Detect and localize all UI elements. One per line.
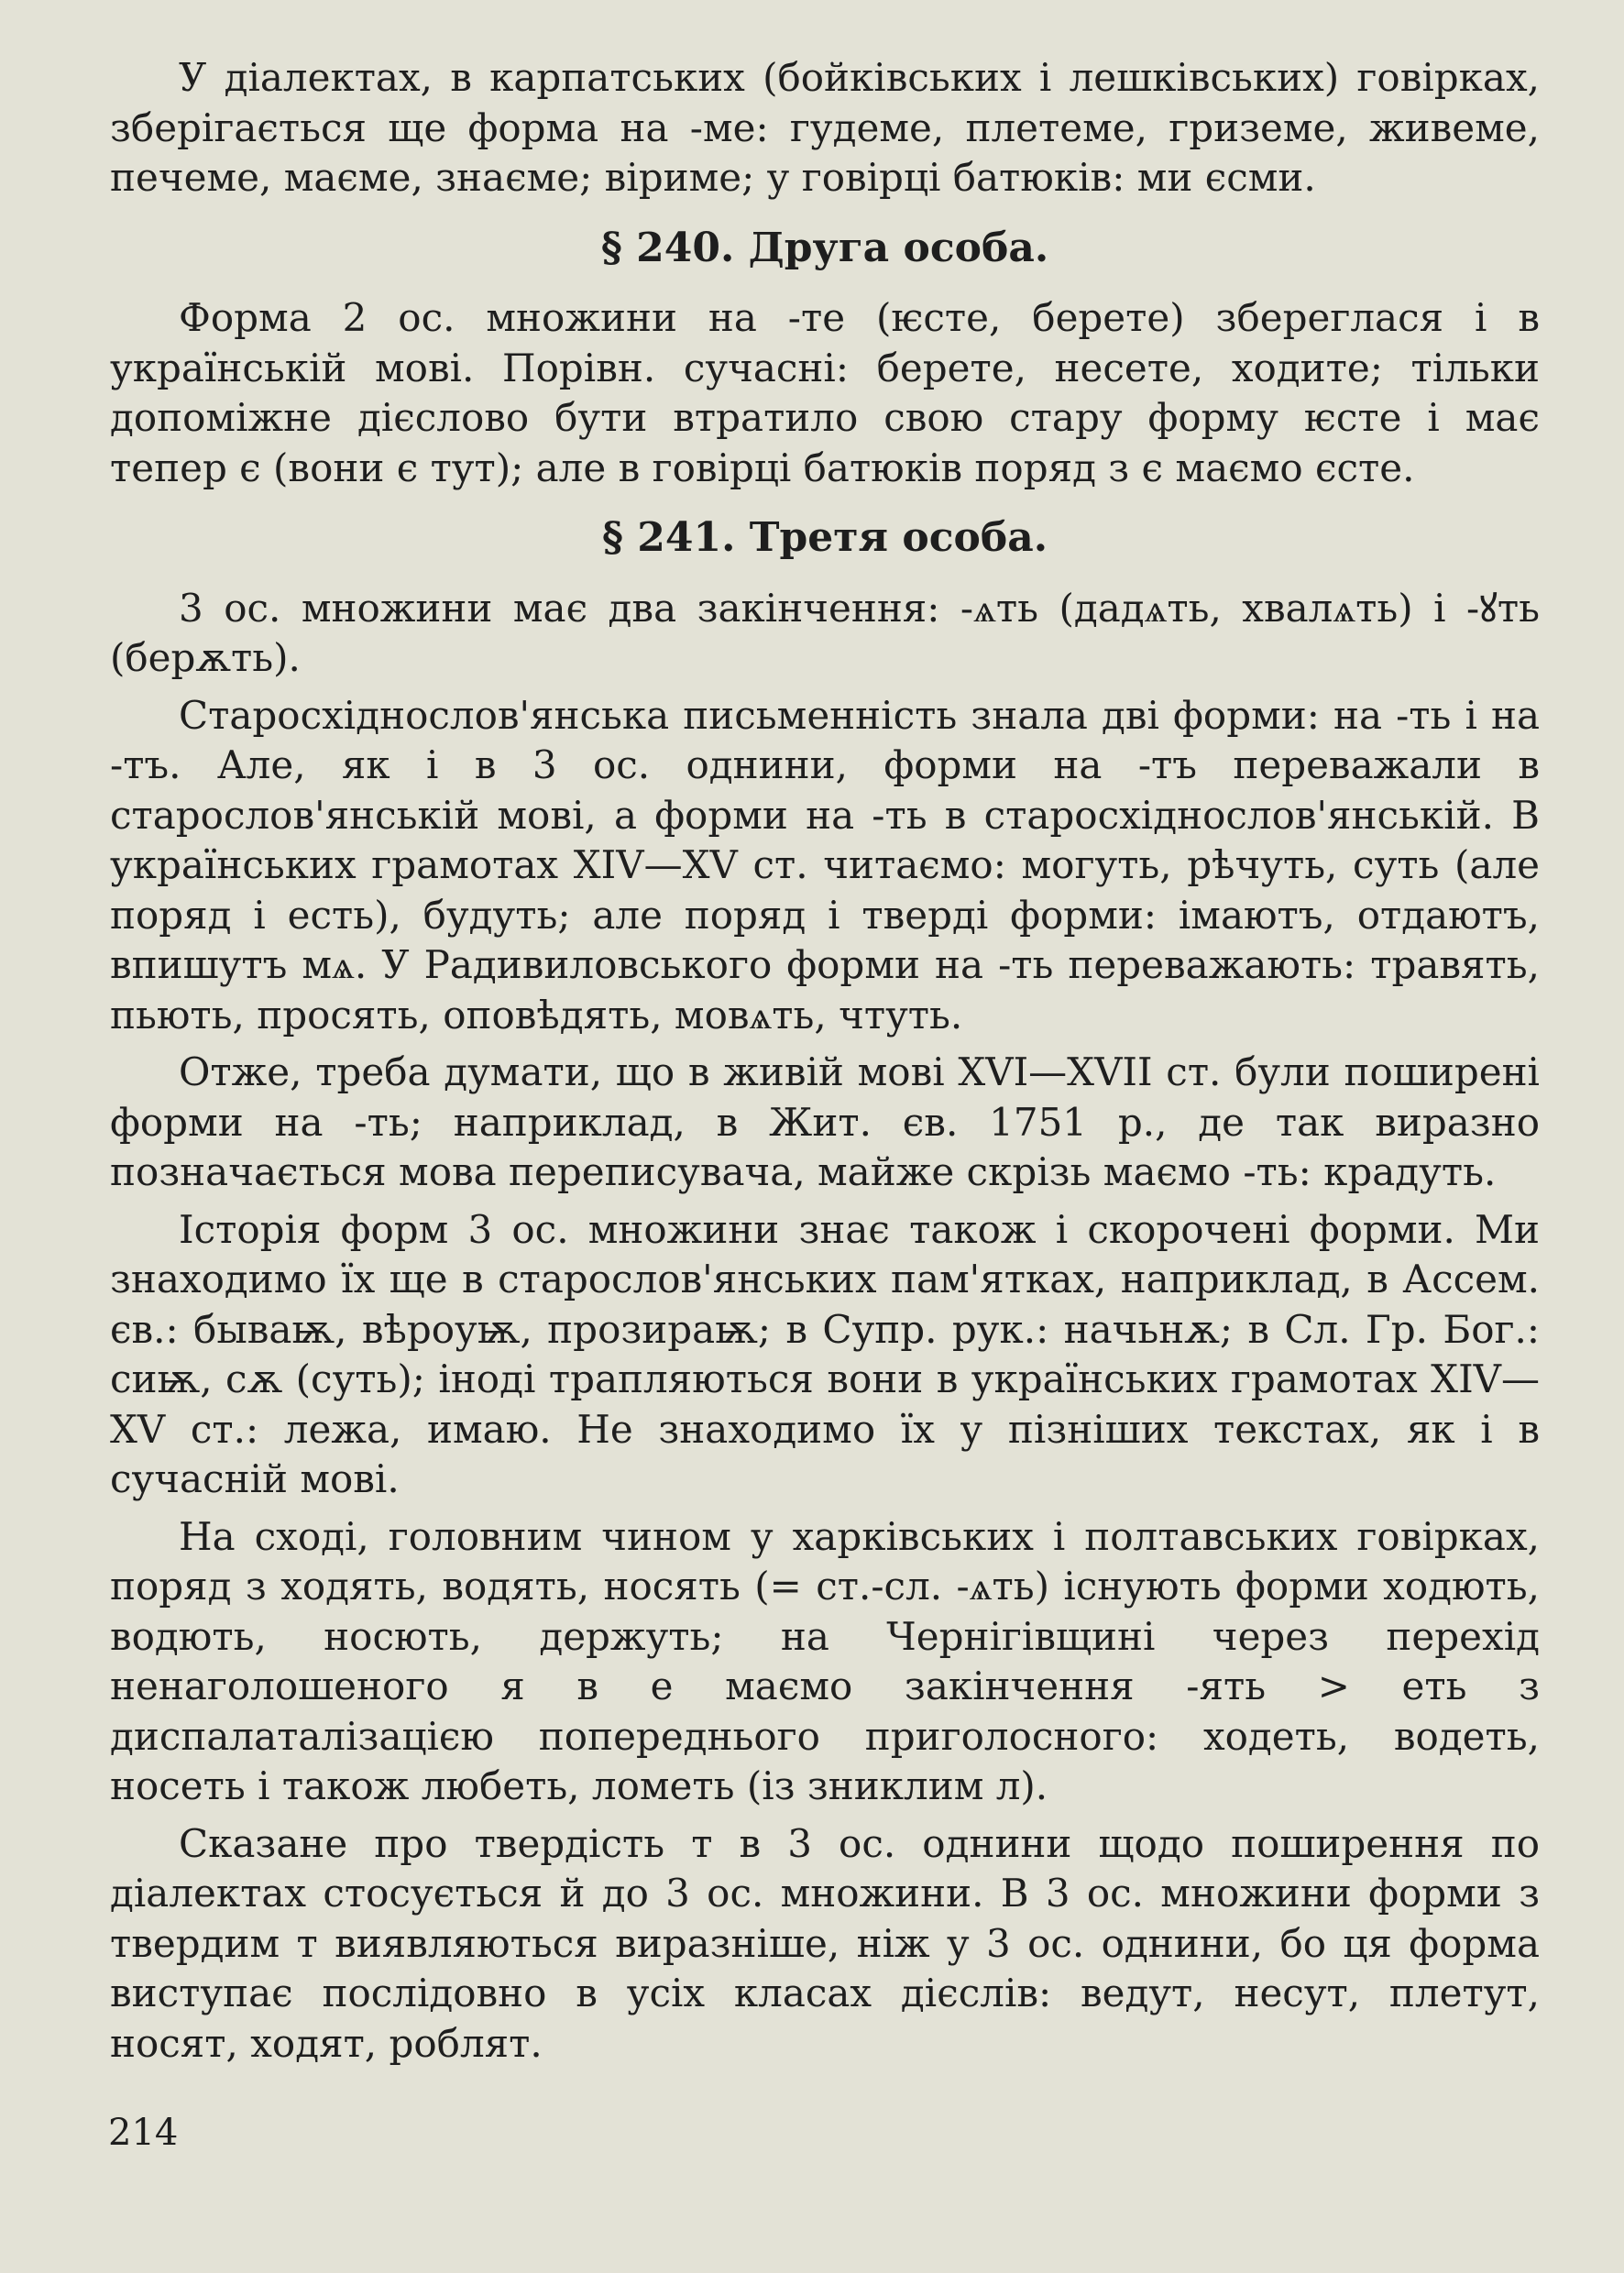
page-number: 214	[108, 2112, 179, 2154]
section-241-paragraph-1: 3 ос. множини має два закінчення: -ѧть (дадѧть, хвалѧть) і -ꙋть (берѫть).	[110, 585, 1540, 680]
page-text	[110, 55, 1540, 2076]
section-240-heading: § 240. Друга особа.	[600, 224, 1049, 271]
section-240-paragraph-1: Форма 2 ос. множини на -те (ѥсте, берете) збереглася і в українській мові. Порівн. сучасні: берете, несете, ходите; тільки допоміжне дієслово бути втратило свою стару форму ѥсте і має тепер є (вони є тут); але в говірці батюків поряд з є маємо єсте.	[110, 295, 1540, 490]
section-241-paragraph-2: Старосхіднослов'янська письменність знала дві форми: на -ть і на -тъ. Але, як і в 3 ос. однини, форми на -тъ переважали в старослов'янській мові, а форми на -ть в старосхіднослов'янській. В українських грамотах XIV—XV ст. читаємо: могуть, рѣчуть, суть (але поряд і есть), будуть; але поряд і тверді форми: імаютъ, отдаютъ, впишутъ мѧ. У Радивиловського форми на -ть переважають: травять, пьють, просять, оповѣдять, мовѧть, чтуть.	[110, 692, 1540, 1038]
section-241-paragraph-4: Історія форм 3 ос. множини знає також і скорочені форми. Ми знаходимо їх ще в старослов'янських пам'ятках, наприклад, в Ассем. єв.: бываѭ, вѣроуѭ, прозираѭ; в Супр. рук.: начьнѫ; в Сл. Гр. Бог.: сиѭ, сѫ (суть); іноді трапляються вони в українських грамотах XIV—XV ст.: лежа, имаю. Не знаходимо їх у пізніших текстах, як і в сучасній мові.	[110, 1206, 1540, 1501]
section-241-paragraph-6: Сказане про твердість т в 3 ос. однини щодо поширення по діалектах стосується й до 3 ос. множини. В 3 ос. множини форми з твердим т виявляються виразніше, ніж у 3 ос. однини, бо ця форма виступає послідовно в усіх класах дієслів: ведут, несут, плетут, носят, ходят, роблят.	[110, 1820, 1540, 2066]
section-241-paragraph-3: Отже, треба думати, що в живій мові XVI—XVII ст. були поширені форми на -ть; наприклад, в Жит. єв. 1751 р., де так виразно позначається мова переписувача, майже скрізь маємо -ть: крадуть.	[110, 1049, 1540, 1194]
section-241-paragraph-5: На сході, головним чином у харківських і полтавських говірках, поряд з ходять, водять, носять (= ст.-сл. -ѧть) існують форми ходють, водють, носють, держуть; на Чернігівщині через перехід ненаголошеного я в е маємо закінчення -ять > еть з диспалаталізацією попереднього приголосного: ходеть, водеть, носеть і також любеть, лометь (із зниклим л).	[110, 1513, 1540, 1808]
section-241-heading: § 241. Третя особа.	[601, 514, 1048, 561]
intro-paragraph: У діалектах, в карпатських (бойківських і лешківських) говірках, зберігається ще форма на -ме: гудеме, плетеме, гриземе, живеме, печеме, маєме, знаєме; віриме; у говірці батюків: ми єсми.	[110, 55, 1540, 200]
